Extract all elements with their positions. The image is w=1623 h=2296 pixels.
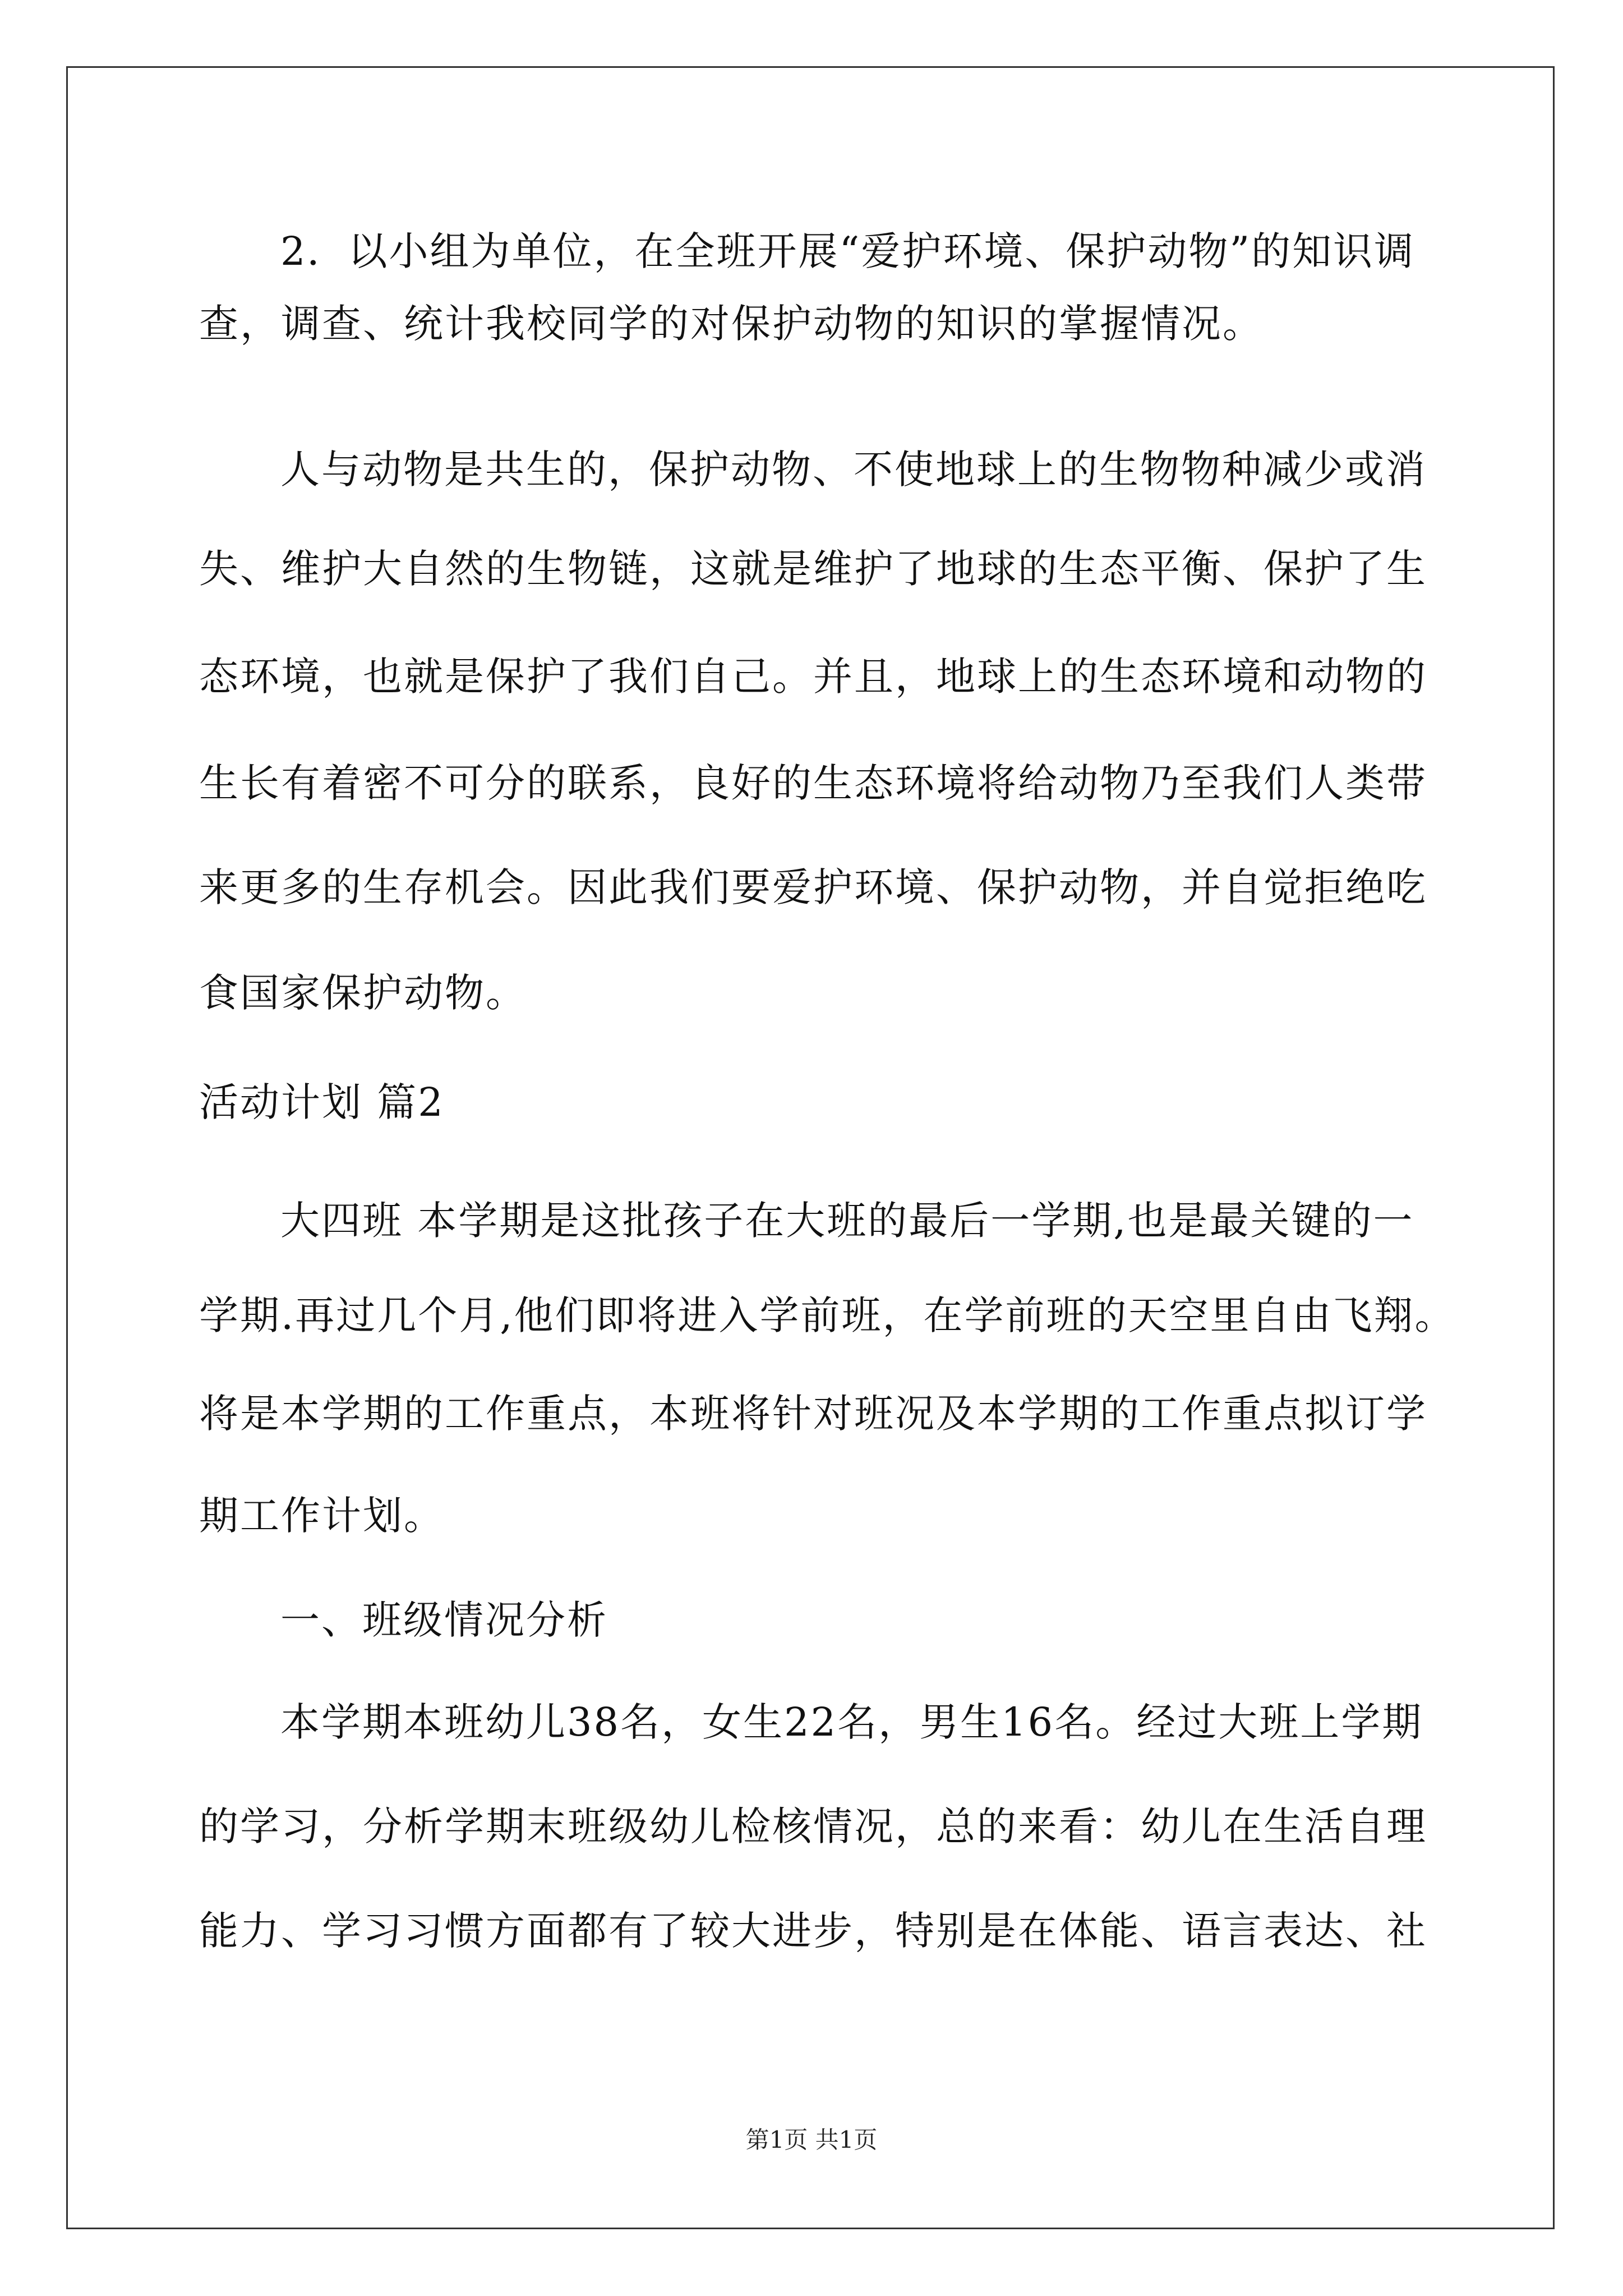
paragraph-line: 食国家保护动物。 — [199, 970, 527, 1016]
subheading: 一、班级情况分析 — [280, 1597, 608, 1643]
paragraph-line: 查，调查、统计我校同学的对保护动物的知识的掌握情况。 — [199, 301, 1264, 347]
paragraph-line: 生长有着密不可分的联系，良好的生态环境将给动物乃至我们人类带 — [199, 760, 1427, 806]
paragraph-line: 人与动物是共生的，保护动物、不使地球上的生物物种减少或消 — [280, 447, 1427, 493]
section-heading: 活动计划 篇2 — [199, 1079, 445, 1125]
paragraph-line: 能力、学习习惯方面都有了较大进步，特别是在体能、语言表达、社 — [199, 1908, 1427, 1954]
paragraph-line: 学期.再过几个月,他们即将进入学前班，在学前班的天空里自由飞翔。 — [199, 1292, 1456, 1338]
paragraph-line: 的学习，分析学期末班级幼儿检核情况，总的来看：幼儿在生活自理 — [199, 1803, 1427, 1849]
paragraph-line: 大四班 本学期是这批孩子在大班的最后一学期,也是最关键的一 — [280, 1198, 1414, 1244]
paragraph-line: 本学期本班幼儿38名，女生22名，男生16名。经过大班上学期 — [280, 1699, 1423, 1745]
page-border — [66, 66, 1555, 2229]
paragraph-line: 来更多的生存机会。因此我们要爱护环境、保护动物，并自觉拒绝吃 — [199, 864, 1427, 910]
paragraph-line: 态环境，也就是保护了我们自己。并且，地球上的生态环境和动物的 — [199, 654, 1427, 700]
page-footer: 第1页 共1页 — [745, 2126, 878, 2154]
paragraph-line: 将是本学期的工作重点，本班将针对班况及本学期的工作重点拟订学 — [199, 1391, 1427, 1437]
paragraph-line: 期工作计划。 — [199, 1493, 445, 1539]
paragraph-line: 2．以小组为单位，在全班开展“爱护环境、保护动物”的知识调 — [280, 228, 1415, 274]
paragraph-line: 失、维护大自然的生物链，这就是维护了地球的生态平衡、保护了生 — [199, 546, 1427, 592]
